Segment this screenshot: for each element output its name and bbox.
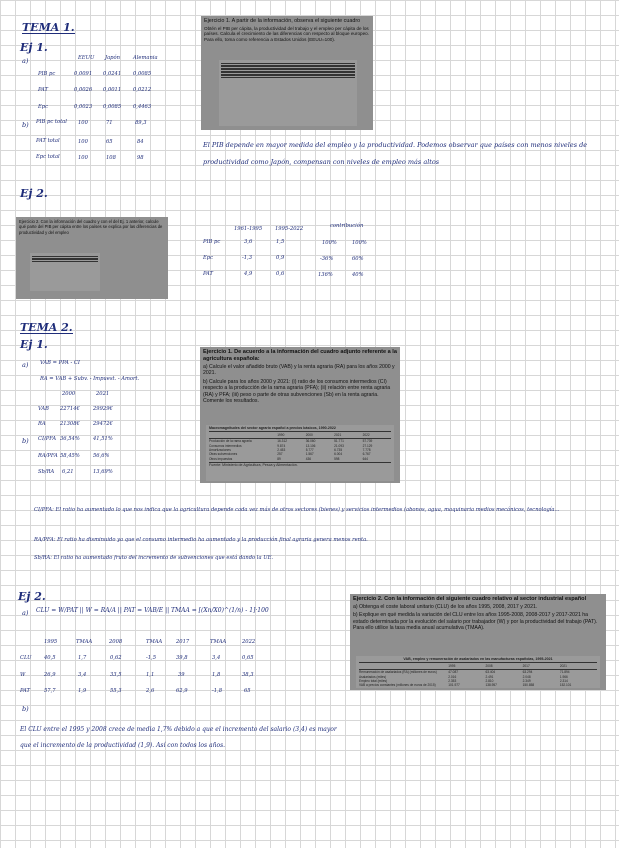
cell: 41,51% [93,436,113,442]
tema1-ej1-heading: Ej 1. [20,41,48,54]
cell: -1,3 [242,255,253,261]
table-source: Fuente: Ministerio de Agricultura, Pesca y Alimentación. [209,463,298,468]
cell: 56,6% [93,453,110,459]
cell: 0,0023 [74,104,93,110]
cell: 0,6 [276,271,285,277]
cell: 6,21 [62,469,74,475]
cell: 0,0026 [74,87,93,93]
cell: 1,1 [146,672,155,678]
exercise-1-card [201,16,373,130]
cell: -1,8 [212,688,223,694]
exercise-part-a: a) Obtenga el coste laboral unitario (CLU) de los años 1995, 2008, 2017 y 2021. [353,603,538,610]
tema1-ej2-heading: Ej 2. [20,187,48,200]
row-label: Epc [203,255,214,261]
formula: RA = VAB + Subv. - Impuest. - Amort. [40,376,140,382]
cell: 0,65 [242,655,254,661]
table-row: Producción de la rama agraria 16.312 36.060 51.771 57.739 [209,439,373,444]
cell: 38,3 [242,672,254,678]
exercise-title: Ejercicio 2. Con la información del siguiente cuadro relativo al sector industrial español [353,596,587,602]
table-row: Amortizaciones 2.453 5.777 6.735 7.778 [209,447,371,452]
cell: -1,5 [146,655,157,661]
cell: 0,9 [276,255,285,261]
row-label: Sb/RA [38,469,55,475]
exercise-title: Ejercicio 1. De acuerdo a la información del cuadro adjunto referente a la agricultura española: [203,349,397,362]
table-row: Otros impuestos 89 436 598 644 [209,456,368,461]
col-header: TMAA [146,639,163,645]
tema2-ej1-comment-sb: Sb/RA: El ratio ha aumentado fruto del incremento de subvenciones que está dando la UE. [34,555,274,561]
cell: 3,4 [78,672,87,678]
cell: 100 [78,120,88,126]
cell: 62,9 [176,688,188,694]
cell: 0,0085 [103,104,122,110]
cell: 39 [178,672,185,678]
tema2-ej2-heading: Ej 2. [18,590,46,603]
tema1-ej1-comment: El PIB depende en mayor medida del empleo y la productividad. Podemos observar que países con menos niveles de productividad como Japón, compensan con niveles de empleo más altos [203,141,588,166]
exercise-table [356,656,600,688]
tema2-ej2-comment: El CLU entre el 1995 y 2008 crece de media 1,7% debido a que el incremento del salario (3,4) es mayor que el incremento de la productividad (1,9). Así con todos los años. [20,726,337,749]
cell: 1,5 [276,239,285,245]
table-title: Macromagnitudes del sector agrario español a precios básicos, 1990-2022 [209,426,336,430]
cell: 39,8 [176,655,188,661]
col-header: TMAA [76,639,93,645]
table-title: VAB, empleo y remuneración de asalariados en las manufacturas españolas, 1995-2021 [403,657,553,661]
row-label: RA [38,421,46,427]
col-header: 1961-1995 [234,226,263,232]
cell: 29472€ [93,421,113,427]
exercise-2-card [16,217,168,299]
col-header: Alemania [133,55,158,61]
tema2-ej1-heading: Ej 1. [20,338,48,351]
cell: 33,5 [110,672,122,678]
formula: VAB = PPA - CI [40,360,80,366]
row-label: PIB pc [203,239,221,245]
tema-2-heading: TEMA 2. [20,321,73,334]
table-header: 1995 2008 2017 2021 [448,663,567,668]
cell: 57,7 [44,688,56,694]
row-label: PAT total [36,138,60,144]
tema2-exercise-2-card [350,594,606,690]
table-row: Asalariados (miles) 2.016 2.491 2.048 1.966 [359,674,568,679]
col-header: Japón [105,55,120,61]
table-row: Otras subvenciones 257 1.567 6.004 6.767 [209,452,371,457]
tema1-ej1-part-b: b) [22,121,29,129]
cell: 100% [352,240,367,246]
cell: 84 [137,139,144,145]
cell: 0,0085 [133,71,152,77]
cell: 0,62 [110,655,122,661]
cell: 2,6 [146,688,155,694]
cell: 26,9 [44,672,56,678]
col-header: EEUU [78,55,95,61]
col-header: 2008 [109,639,123,645]
tema2-ej1-part-a: a) [22,361,29,369]
cell: 0,0011 [103,87,122,93]
cell: 136% [318,272,333,278]
table-row: Consumos intermedios 9.874 13.106 21.093 27.129 [209,443,373,448]
exercise-table [206,425,394,481]
cell: 21308€ [60,421,80,427]
row-label: RA/PFA [38,453,58,459]
table-header: 1990 2000 2021 2022 [277,432,370,437]
cell: 58,45% [60,453,80,459]
cell: 1,9 [78,688,87,694]
row-label: CI/PFA [38,436,57,442]
row-label: PIB pc total [36,119,67,125]
col-header: 1995 [44,639,58,645]
col-header: contribución [330,223,364,229]
col-header: TMAA [210,639,227,645]
tema2-ej2-part-a: a) [22,609,29,617]
exercise-part-a: a) Calcule el valor añadido bruto (VAB) y la renta agraria (RA) para los años 2000 y 2021. [203,363,395,377]
cell: 40% [352,272,364,278]
col-header: 2022 [242,639,256,645]
row-label: CLU [20,655,32,661]
cell: 22714€ [60,406,80,412]
exercise-table-image [30,253,100,291]
cell: -36% [320,256,334,262]
cell: 4,9 [244,271,253,277]
cell: 60% [352,256,364,262]
table-row: Remuneración de asalariados (RA) (millones de euros) 47.087 63.404 63.294 71.894 [359,670,570,675]
cell: 65 [106,139,113,145]
row-label: Epc total [36,154,60,160]
row-label: W [20,672,26,678]
exercise-text: Obtén el PIB per cápita, la productividad del trabajo y el empleo per cápita de los países. Calcula el crecimiento de las diferencias con respecto al bloque europeo. Para ello, toma como referencia a Estados Unidos (EEUU=100). [204,25,369,43]
tema2-ej1-part-b: b) [22,437,29,445]
cell: 100 [78,155,88,161]
tema-1-heading: TEMA 1. [22,21,75,34]
cell: 0,4463 [133,104,152,110]
cell: 98 [137,155,144,161]
cell: 13,69% [93,469,113,475]
cell: 108 [106,155,116,161]
row-label: VAB [38,406,49,412]
tema1-ej1-part-a: a) [22,57,29,65]
exercise-part-b: b) Explique en qué medida la variación del CLU entre los años 1995-2008, 2008-2017 y 2017-2021 ha estado determinada por la evolución del salario por trabajador (W) y por la productividad del trabajo (PAT). Para ello utilice la tasa media anual acumulativa (TMAA). [353,612,598,632]
col-header: 2000 [62,391,76,397]
tema2-ej1-comment-ci: CI/PFA: El ratio ha aumentado lo que nos indica que la agricultura depende cada vez más de otros sectores (bienes) y servicios intermedios (abonos, agua, maquinaria medios mecánicos, tecnología... [34,507,560,513]
col-header: 2017 [176,639,190,645]
cell: 40,5 [44,655,56,661]
exercise-title: Ejercicio 1. A partir de la información, observa el siguiente cuadro [204,18,361,24]
cell: 71 [106,120,113,126]
cell: 0,0091 [74,71,93,77]
cell: 89,3 [135,120,147,126]
tema2-ej1-comment-ra: RA/PFA: El ratio ha disminuido ya que el consumo intermedio ha aumentado y la producción final agraria genera menos renta. [34,537,368,543]
table-row: Empleo total (miles) 2.353 2.810 2.349 2.314 [359,678,568,683]
cell: 0,0241 [103,71,122,77]
row-label: PAT [203,271,213,277]
row-label: PIB pc [38,71,56,77]
cell: 3,4 [212,655,221,661]
cell: 29929€ [93,406,113,412]
row-label: PAT [38,87,48,93]
cell: 65 [244,688,251,694]
cell: 3,6 [244,239,253,245]
exercise-table-image [219,60,357,126]
exercise-part-b: b) Calcule para los años 2000 y 2021: (i) ratio de los consumos intermedios (CI) respecto a la producción de la rama agraria (PFA); (ii) relación entre renta agraria (RA) y PFA; (iii) peso o parte de otras subvenciones (Sb) en la renta agraria. Comente los resultados. [203,378,391,405]
formula: CLU = W/PAT || W = RA/A || PAT = VAB/E || TMAA = [(Xn/X0)^(1/n) - 1]·100 [36,607,269,614]
row-label: PAT [20,688,30,694]
col-header: 1995-2022 [275,226,304,232]
cell: 100 [78,139,88,145]
cell: 36,54% [60,436,80,442]
cell: 55,3 [110,688,122,694]
exercise-title: Ejercicio 2. Con la información del cuadro y con el del Ej. 1 anterior, calcule qué parte del PIB per cápita entre los países se explica por las diferencias de productividad y del empleo [19,219,163,235]
col-header: 2021 [96,391,110,397]
cell: 1,8 [212,672,221,678]
tema2-ej2-part-b: b) [22,705,29,713]
tema2-exercise-1-card [200,347,400,483]
cell: 100% [322,240,337,246]
cell: 1,7 [78,655,87,661]
row-label: Epc [38,104,49,110]
cell: 0,0212 [133,87,152,93]
table-row: VAB a precios constantes (millones de euros de 2015) 101.977 138.957 150.858 152.101 [359,683,572,688]
